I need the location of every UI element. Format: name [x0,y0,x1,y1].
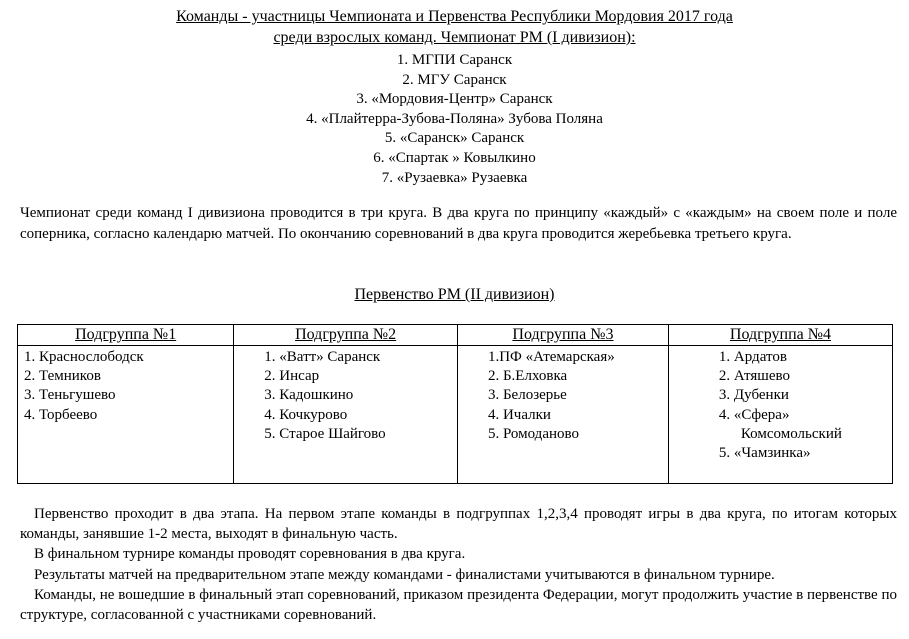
rules-paragraph: В финальном турнире команды проводят соревнования в два круга. [34,546,466,563]
document-title: Команды - участницы Чемпионата и Первенства Республики Мордовия 2017 года [176,8,733,25]
group4-header: Подгруппа №4 [668,325,892,346]
list-item: 2. Инсар [264,368,320,385]
list-item: 4. «Сфера» [718,406,790,423]
list-item: 3. Белозерье [487,387,567,404]
list-item: 2. Б.Елховка [487,368,568,385]
list-item: 5. «Саранск» Саранск [384,130,525,147]
list-item: 5. «Чамзинка» [718,445,811,462]
group2-header: Подгруппа №2 [234,325,458,346]
list-item: 3. «Мордовия-Центр» Саранск [356,91,553,108]
list-item: 4. Ичалки [487,406,551,423]
list-item: 4. Торбеево [24,406,98,423]
group1-cell [18,346,234,484]
rules-section [20,504,897,625]
list-item: 1.ПФ «Атемарская» [487,349,615,365]
division2-title: Первенство РМ (II дивизион) [354,286,555,303]
list-item: 4. Кочкурово [264,406,348,423]
list-item: 2. МГУ Саранск [402,71,507,88]
group3-cell [457,346,668,484]
table-header-row [18,325,893,346]
list-item: 1. Ардатов [718,349,787,365]
list-item: 1. «Ватт» Саранск [264,349,381,365]
group3-header: Подгруппа №3 [457,325,668,346]
rules-paragraph: Первенство проходит в два этапа. На первом этапе команды в подгруппах 1,2,3,4 проводят игры в два круга, по итогам которых команды, занявшие 1-2 места, выходят в финальную часть. [20,506,897,543]
list-item: Комсомольский [740,425,842,442]
list-item: 1. МГПИ Саранск [396,52,513,68]
list-item: 3. Дубенки [718,387,789,404]
list-item: 3. Теньгушево [24,387,116,404]
list-item: 3. Кадошкино [264,387,354,404]
table-row [18,346,893,484]
list-item: 4. «Плайтерра-Зубова-Поляна» Зубова Поляна [306,110,603,127]
list-item: 7. «Рузаевка» Рузаевка [381,169,528,186]
document-subtitle: среди взрослых команд. Чемпионат РМ (I дивизион): [273,29,636,46]
list-item: 2. Темников [24,368,101,385]
rules-paragraph: Команды, не вошедшие в финальный этап соревнований, приказом президента Федерации, могут продолжить участие в первенстве по структуре, согласованной с участниками соревнований. [20,586,897,624]
division1-team-list [0,51,909,188]
championship-paragraph: Чемпионат среди команд I дивизиона проводится в три круга. В два круга по принципу «каждый» с «каждым» на своем поле и поле соперника, согласно календарю матчей. По окончанию соревнований в два круга проводится жеребьевка третьего круга. [20,205,897,242]
group1-header: Подгруппа №1 [18,325,234,346]
group2-cell [234,346,458,484]
list-item: 1. Краснослободск [24,349,144,365]
group4-cell [668,346,892,484]
list-item: 6. «Спартак » Ковылкино [373,149,536,166]
rules-paragraph: Результаты матчей на предварительном этапе между командами - финалистами учитываются в финальном турнире. [34,566,775,583]
list-item: 5. Старое Шайгово [264,425,386,442]
list-item: 2. Атяшево [718,368,790,385]
subgroups-table [17,324,893,484]
list-item: 5. Ромоданово [487,425,579,442]
